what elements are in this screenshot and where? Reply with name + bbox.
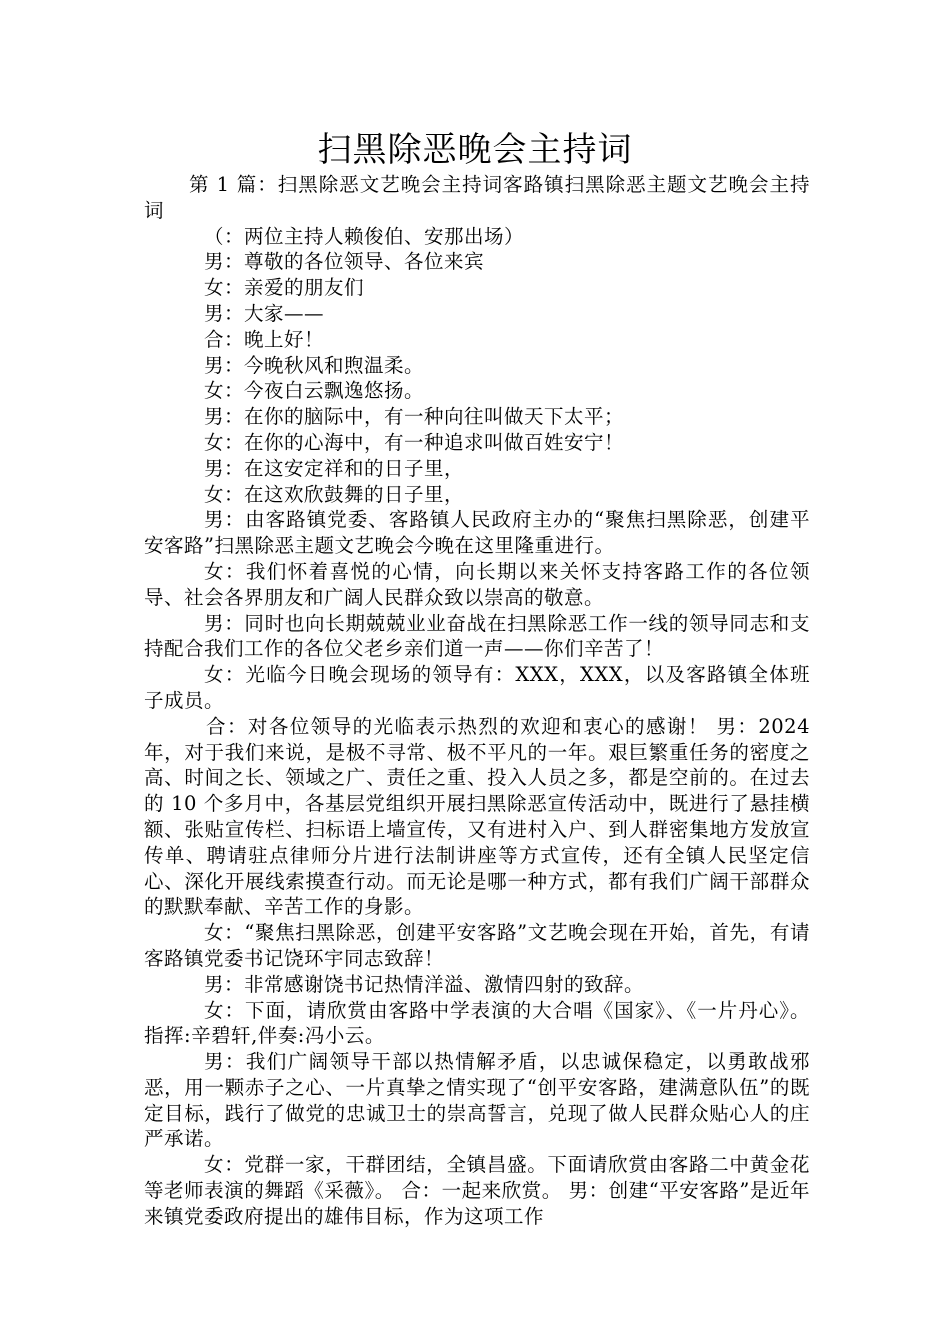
- text-line: 男：尊敬的各位领导、各位来宾: [204, 250, 485, 274]
- paragraph: 男：我们广阔领导干部以热情解矛盾，以忠诚保稳定，以勇敢战邪恶，用一颗赤子之心、一片真挚之情实现了“创平安客路，建满意队伍”的既定目标，践行了做党的忠诚卫士的崇高誓言，兑现了做人民群众贴心人的庄严承诺。: [144, 1050, 810, 1151]
- paragraph: 女：“聚焦扫黑除恶，创建平安客路”文艺晚会现在开始，首先，有请客路镇党委书记饶环宇同志致辞！: [144, 921, 810, 970]
- paragraph: 女：我们怀着喜悦的心情，向长期以来关怀支持客路工作的各位领导、社会各界朋友和广阔人民群众致以崇高的敬意。: [144, 559, 810, 609]
- text-line: 男：大家——: [204, 301, 325, 325]
- paragraph: 男：由客路镇党委、客路镇人民政府主办的“聚焦扫黑除恶，创建平安客路”扫黑除恶主题文艺晚会今晚在这里隆重进行。: [144, 508, 810, 558]
- text-line: 女：在你的心海中，有一种追求叫做百姓安宁！: [204, 430, 625, 454]
- text-line: 男：在你的脑际中，有一种向往叫做天下太平；: [204, 405, 625, 429]
- paragraph: 女：党群一家，干群团结，全镇昌盛。下面请欣赏由客路二中黄金花等老师表演的舞蹈《采薇》。 合：一起来欣赏。 男：创建“平安客路”是近年来镇党委政府提出的雄伟目标，作为这项工作: [144, 1153, 810, 1228]
- text-line: 女：今夜白云飘逸悠扬。: [204, 379, 425, 403]
- paragraph: 女：下面，请欣赏由客路中学表演的大合唱《国家》、《一片丹心》。指挥:辛碧轩,伴奏:冯小云。: [144, 998, 810, 1048]
- text-line: 男：在这安定祥和的日子里，: [204, 456, 465, 480]
- document-body: [144, 172, 810, 1230]
- document-title: 扫黑除恶晚会主持词: [317, 130, 633, 170]
- text-line: 女：亲爱的朋友们: [204, 276, 365, 300]
- text-line: 女：在这欢欣鼓舞的日子里，: [204, 482, 465, 506]
- paragraph: 男：非常感谢饶书记热情洋溢、激情四射的致辞。: [204, 972, 645, 996]
- text-line: 合：晚上好！: [204, 327, 325, 351]
- text-line: （：两位主持人赖俊伯、安那出场）: [204, 224, 525, 248]
- article-heading: 第 1 篇：扫黑除恶文艺晚会主持词客路镇扫黑除恶主题文艺晚会主持词: [144, 173, 810, 222]
- paragraph: 合：对各位领导的光临表示热烈的欢迎和衷心的感谢！ 男：2024 年，对于我们来说，是极不寻常、极不平凡的一年。艰巨繁重任务的密度之高、时间之长、领域之广、责任之重、投入人员之多，都是空前的。在过去的 10 个多月中，各基层党组织开展扫黑除恶宣传活动中，既进行了悬挂横额、张贴宣传栏、扫标语上墙宣传，又有进村入户、到人群密集地方发放宣传单、聘请驻点律师分片进行法制讲座等方式宣传，还有全镇人民坚定信心、深化开展线索摸查行动。而无论是哪一种方式，都有我们广阔干部群众的默默奉献、辛苦工作的身影。: [144, 714, 810, 919]
- paragraph: 男：同时也向长期兢兢业业奋战在扫黑除恶工作一线的领导同志和支持配合我们工作的各位父老乡亲们道一声——你们辛苦了！: [144, 611, 810, 661]
- text-line: 男：今晚秋风和煦温柔。: [204, 353, 425, 377]
- paragraph: 女：光临今日晚会现场的领导有：XXX，XXX，以及客路镇全体班子成员。: [144, 663, 810, 712]
